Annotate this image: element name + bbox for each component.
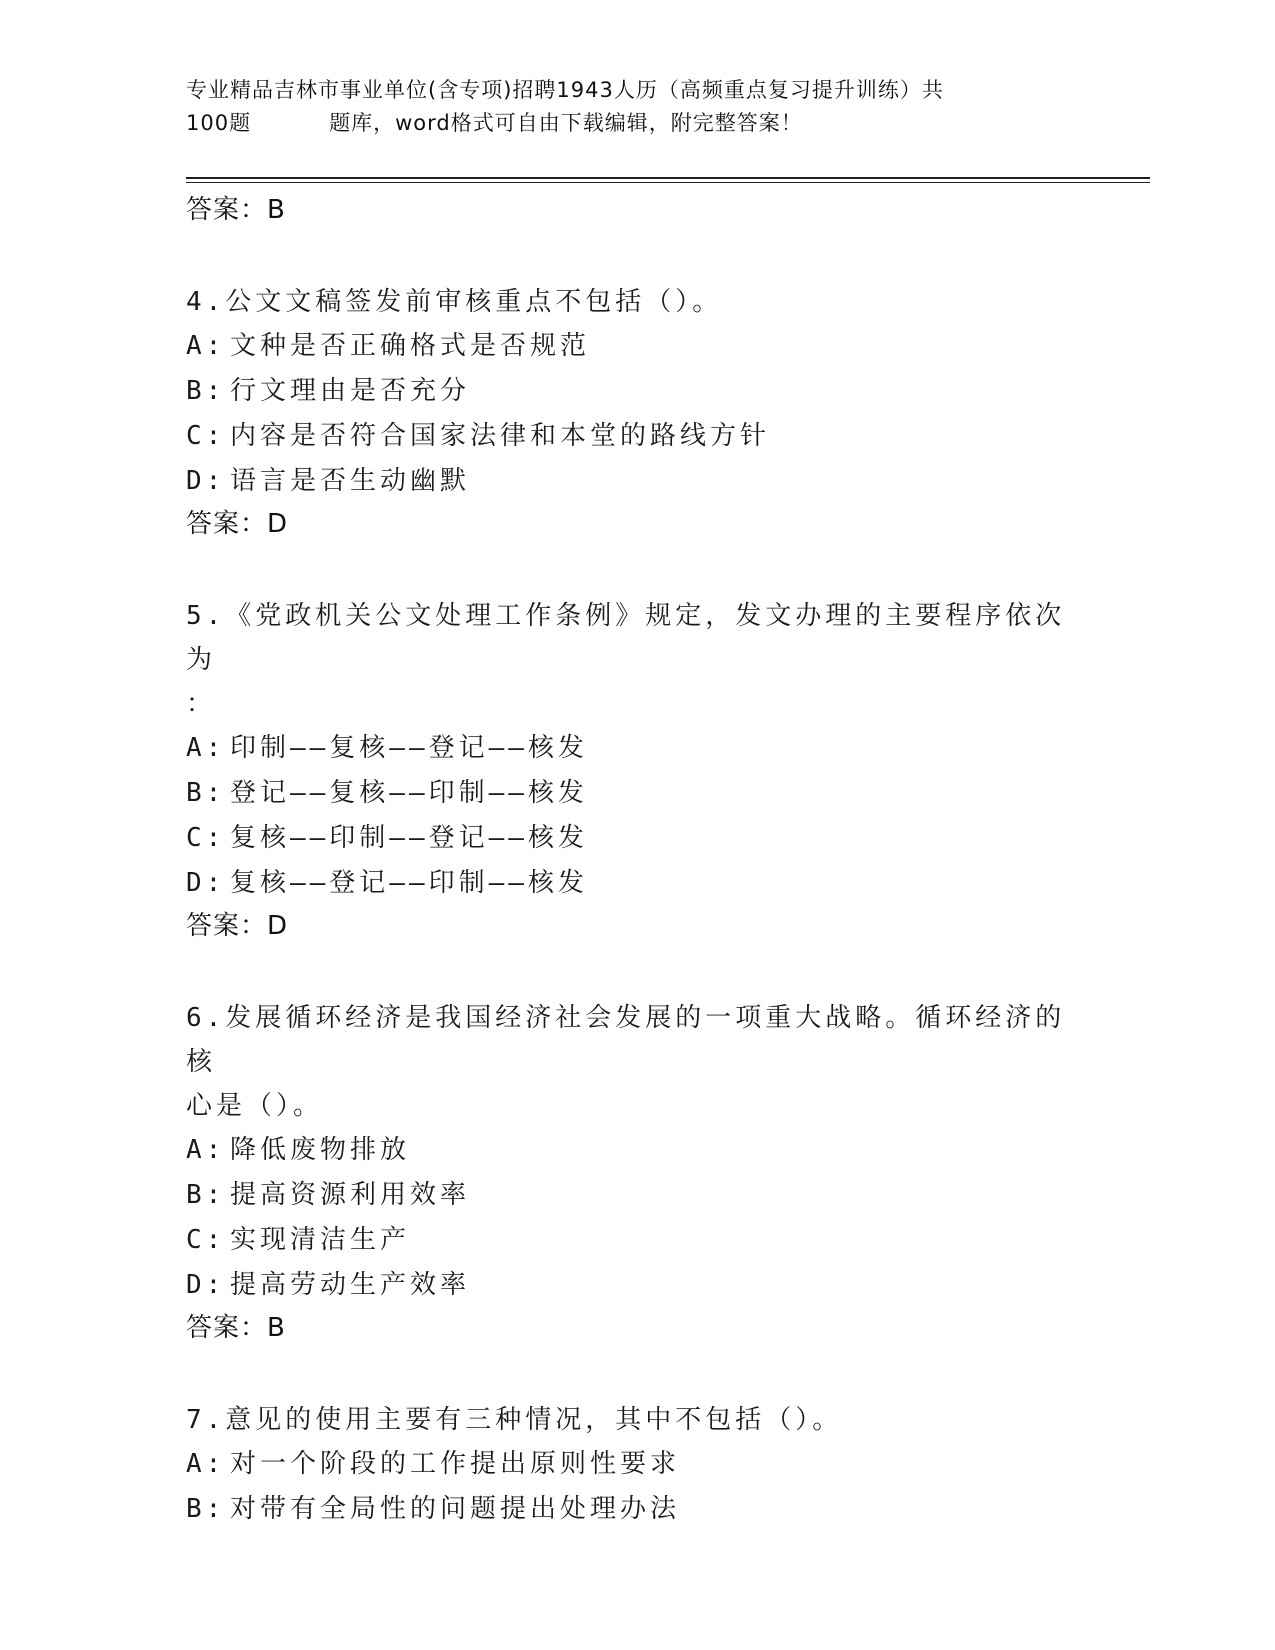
- question-block: [186, 280, 1086, 544]
- header-divider-thin: [186, 182, 1150, 183]
- option-key: B:: [186, 1494, 226, 1524]
- option-key: D:: [186, 1270, 226, 1300]
- option-text: 提高资源利用效率: [230, 1180, 471, 1210]
- option-text: 语言是否生动幽默: [230, 466, 471, 496]
- question-stem: 4.公文文稿签发前审核重点不包括（）。: [186, 287, 723, 317]
- answer-option: [186, 771, 1086, 816]
- header-title-line-2: [186, 107, 1086, 140]
- option-key: C:: [186, 1225, 226, 1255]
- document-header: [186, 74, 1086, 140]
- header-question-count: 100题: [186, 111, 252, 135]
- previous-answer: 答案：B: [186, 195, 286, 225]
- option-text: 行文理由是否充分: [230, 376, 471, 406]
- question-stem: 5.《党政机关公文处理工作条例》规定，发文办理的主要程序依次为: [186, 601, 1066, 675]
- header-description: 题库，word格式可自由下载编辑，附完整答案！: [329, 111, 803, 135]
- option-text: 文种是否正确格式是否规范: [230, 331, 591, 361]
- option-key: A:: [186, 331, 226, 361]
- question-stem: ：: [186, 689, 217, 719]
- question-stem: 7.意见的使用主要有三种情况，其中不包括（）。: [186, 1405, 843, 1435]
- question-list: [186, 190, 1086, 1532]
- option-text: 登记——复核——印制——核发: [230, 778, 588, 808]
- option-text: 印制——复核——登记——核发: [230, 733, 588, 763]
- question-stem: 6.发展循环经济是我国经济社会发展的一项重大战略。循环经济的核: [186, 1003, 1066, 1077]
- answer-option: [186, 1218, 1086, 1263]
- answer-option: [186, 414, 1086, 459]
- question-block: [186, 996, 1086, 1348]
- answer-option: [186, 369, 1086, 414]
- question-answer: 答案：B: [186, 1313, 286, 1343]
- option-text: 内容是否符合国家法律和本堂的路线方针: [230, 421, 771, 451]
- answer-option: [186, 1442, 1086, 1487]
- answer-option: [186, 726, 1086, 771]
- option-text: 复核——登记——印制——核发: [230, 868, 588, 898]
- question-stem: 心是（）。: [186, 1091, 324, 1121]
- option-text: 降低废物排放: [230, 1135, 411, 1165]
- option-text: 实现清洁生产: [230, 1225, 411, 1255]
- question-answer: 答案：D: [186, 509, 289, 539]
- option-key: B:: [186, 778, 226, 808]
- header-divider-thick: [186, 177, 1150, 179]
- option-key: B:: [186, 376, 226, 406]
- answer-option: [186, 816, 1086, 861]
- option-key: B:: [186, 1180, 226, 1210]
- answer-option: [186, 1128, 1086, 1173]
- option-key: C:: [186, 823, 226, 853]
- answer-option: [186, 861, 1086, 906]
- answer-option: [186, 459, 1086, 504]
- option-text: 提高劳动生产效率: [230, 1270, 471, 1300]
- answer-option: [186, 1487, 1086, 1532]
- answer-option: [186, 1173, 1086, 1218]
- answer-option: [186, 324, 1086, 369]
- question-answer: 答案：D: [186, 911, 289, 941]
- option-key: A:: [186, 1449, 226, 1479]
- option-key: C:: [186, 421, 226, 451]
- option-key: D:: [186, 466, 226, 496]
- question-block: [186, 594, 1086, 946]
- option-text: 复核——印制——登记——核发: [230, 823, 588, 853]
- question-block: [186, 1398, 1086, 1532]
- option-text: 对带有全局性的问题提出处理办法: [230, 1494, 681, 1524]
- answer-option: [186, 1263, 1086, 1308]
- option-key: A:: [186, 1135, 226, 1165]
- option-key: A:: [186, 733, 226, 763]
- option-key: D:: [186, 868, 226, 898]
- option-text: 对一个阶段的工作提出原则性要求: [230, 1449, 681, 1479]
- header-title-line-1: 专业精品吉林市事业单位(含专项)招聘1943人历（高频重点复习提升训练）共: [186, 78, 944, 102]
